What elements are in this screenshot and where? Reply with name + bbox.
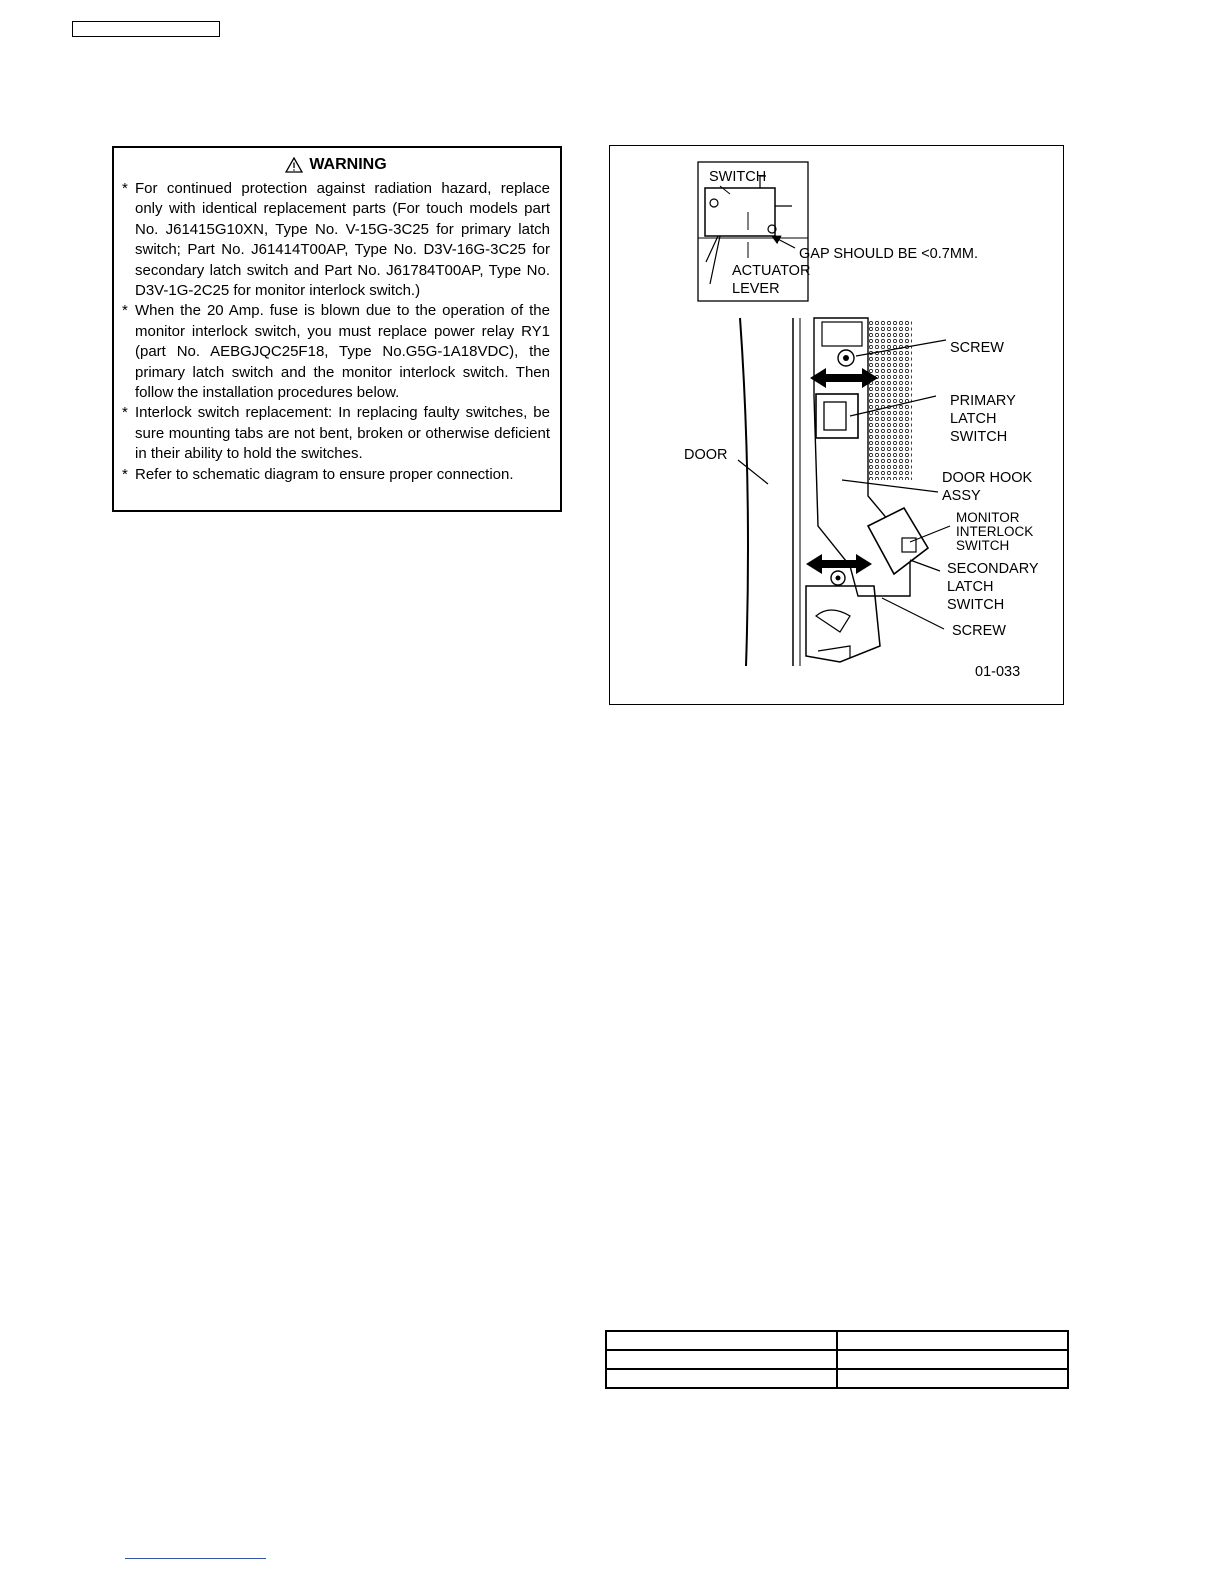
warning-item-text: Refer to schematic diagram to ensure proper connection. xyxy=(135,465,514,483)
bullet-mark: * xyxy=(122,302,128,320)
label-door: DOOR xyxy=(684,447,728,463)
label-primary: PRIMARY xyxy=(950,393,1016,409)
diagram-drawing xyxy=(610,146,1065,706)
label-latch-2: LATCH xyxy=(947,579,994,595)
warning-item xyxy=(122,465,550,485)
table-cell xyxy=(837,1369,1068,1388)
label-assy: ASSY xyxy=(942,488,981,504)
label-lever: LEVER xyxy=(732,281,780,297)
label-switch: SWITCH xyxy=(709,169,767,185)
warning-item-text: Interlock switch replacement: In replacing faulty switches, be sure mounting tabs are not bent, broken or otherwise deficient in their ability to hold the switches. xyxy=(135,404,550,463)
table-cell xyxy=(606,1350,837,1369)
figure-number: 01-033 xyxy=(975,664,1021,680)
label-door-hook: DOOR HOOK xyxy=(942,470,1033,486)
interlock-diagram xyxy=(609,145,1064,705)
label-actuator: ACTUATOR xyxy=(732,263,811,279)
bullet-mark: * xyxy=(122,180,128,197)
label-switch-3: SWITCH xyxy=(947,597,1005,613)
label-switch-2: SWITCH xyxy=(956,538,1010,553)
warning-triangle-icon xyxy=(285,157,303,173)
label-interlock: INTERLOCK xyxy=(956,524,1034,539)
label-screw-bottom: SCREW xyxy=(952,623,1006,639)
label-screw-top: SCREW xyxy=(950,340,1004,356)
warning-title-text: WARNING xyxy=(309,156,387,173)
table-cell xyxy=(606,1369,837,1388)
warning-list xyxy=(122,179,550,485)
label-secondary: SECONDARY xyxy=(947,561,1039,577)
warning-box xyxy=(112,146,562,512)
warning-item xyxy=(122,403,550,464)
bullet-mark: * xyxy=(122,465,128,483)
label-latch-1: LATCH xyxy=(950,411,997,427)
bullet-mark: * xyxy=(122,404,128,422)
table-row xyxy=(606,1369,1068,1388)
warning-item-text: For continued protection against radiation hazard, replace only with identical replacement parts (For touch models part No. J61415G10XN, Type No. V-15G-3C25 for primary latch switch; Part No. J61414T00AP, Type No. D3V-16G-3C25 for secondary latch switch and Part No. J61784T00AP, Type No. D3V-1G-2C25 for monitor interlock switch.) xyxy=(135,180,550,300)
warning-item-text: When the 20 Amp. fuse is blown due to the operation of the monitor interlock switch, you must replace power relay RY1 (part No. AEBGJQC25F18, Type No.G5G-1A18VDC), the primary latch switch and the monitor interlock switch. Then follow the installation procedures below. xyxy=(135,302,550,402)
table-cell xyxy=(837,1350,1068,1369)
spec-table xyxy=(605,1330,1069,1389)
table-row xyxy=(606,1350,1068,1369)
table-cell xyxy=(837,1331,1068,1350)
footer-link-line xyxy=(125,1558,266,1559)
header-box xyxy=(72,21,220,37)
table-cell xyxy=(606,1331,837,1350)
warning-item xyxy=(122,301,550,403)
warning-title xyxy=(122,156,550,174)
table-row xyxy=(606,1331,1068,1350)
label-gap: GAP SHOULD BE <0.7MM. xyxy=(799,246,979,262)
label-monitor: MONITOR xyxy=(956,510,1020,525)
label-switch-1: SWITCH xyxy=(950,429,1008,445)
warning-item xyxy=(122,179,550,301)
